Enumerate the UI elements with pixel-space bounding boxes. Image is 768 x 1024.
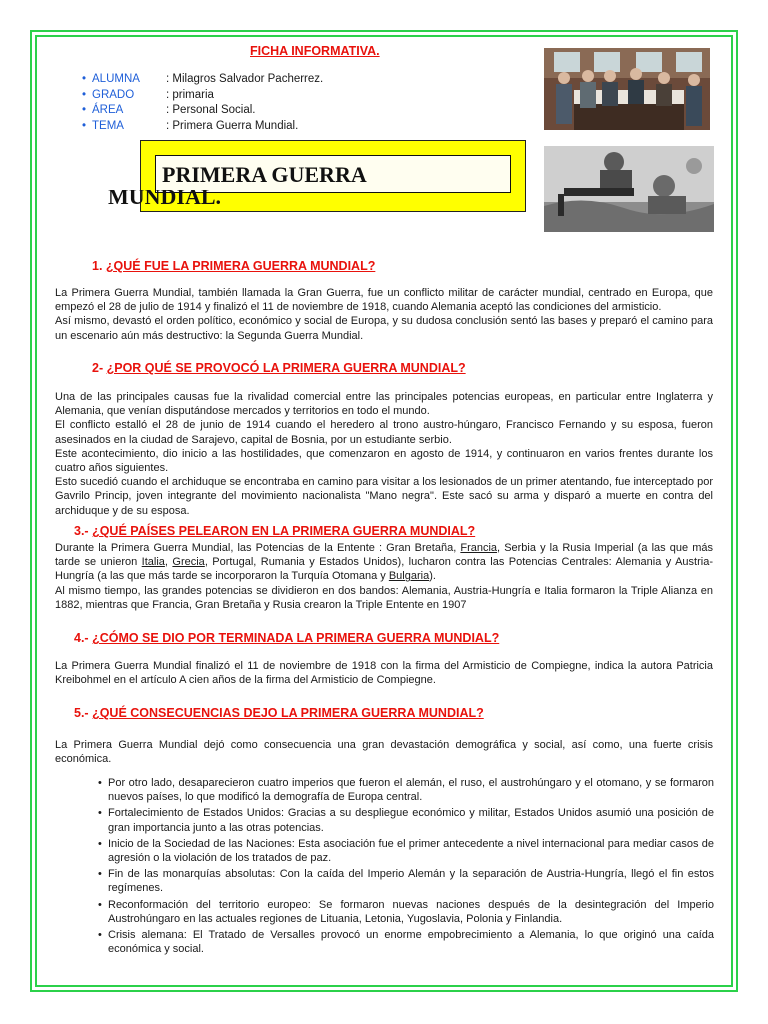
section-5-body: La Primera Guerra Mundial dejó como consecuencia una gran devastación demográfica y social, así como, una fuerte crisis económica. [55,739,713,766]
info-list [82,72,323,134]
info-row-area: • ÁREA : Personal Social. [82,104,256,116]
info-row-alumna: • ALUMNA : Milagros Salvador Pacherrez. [82,73,324,85]
section-5-heading: 5.- ¿QUÉ CONSECUENCIAS DEJO LA PRIMERA GUERRA MUNDIAL? [74,706,484,720]
armistice-photo [544,48,710,130]
soldiers-photo [544,146,714,232]
section-3-body: Durante la Primera Guerra Mundial, las Potencias de la Entente : Gran Bretaña, Francia, Serbia y la Rusia Imperial (a las que más tarde se unieron Italia, Grecia, Portugal, Rumania y Estados Unidos), lucharon contra las Potencias Centrales: Alemania y Austria-Hungría (a las que más tarde se incorporaron la Turquía Otomana y Bulgaria). Al mismo tiempo, las grandes potencias se dividieron en dos bandos: Alemania, Austria-Hungría e Italia formaron la Triple Alianza en 1882, mientras que Francia, Gran Bretaña y Rusia crearon la Triple Entente en 1907 [55,542,713,611]
list-item: • Fortalecimiento de Estados Unidos: Gracias a su despliegue económico y militar, Estados Unidos asumió una posición de gran importancia junto a las otras potencias. [98,806,714,834]
banner-overflow-text: MUNDIAL. [108,190,222,209]
list-item: • Reconformación del territorio europeo: Se formaron nuevas naciones después de la desintegración del Imperio Austrohúngaro en las actuales regiones de Lituania, Letonia, Yugoslavia, Polonia y Finlandia. [98,898,714,926]
list-item: • Crisis alemana: El Tratado de Versalles provocó un enorme empobrecimiento a Alemania, lo que originó una caída económica y social. [98,928,714,956]
info-row-tema: • TEMA : Primera Guerra Mundial. [82,119,299,132]
section-1-heading: 1. ¿QUÉ FUE LA PRIMERA GUERRA MUNDIAL? [92,259,376,273]
consequences-list [98,776,714,958]
banner-title: PRIMERA GUERRA [162,162,367,187]
section-4-body: La Primera Guerra Mundial finalizó el 11 de noviembre de 1918 con la firma del Armisticio de Compiegne, indica la autora Patricia Kreibohmel en el artículo A cien años de la firma del Armisticio de Compiegne. [55,660,713,687]
list-item: • Inicio de la Sociedad de las Naciones: Esta asociación fue el primer antecedente a nivel internacional para mediar casos de agresión o la violación de los tratados de paz. [98,837,714,865]
list-item: • Por otro lado, desaparecieron cuatro imperios que fueron el alemán, el ruso, el austrohúngaro y el otomano, y se formaron nuevos países, lo que modificó la demografía de Europa central. [98,776,714,804]
info-row-grado: • GRADO : primaria [82,88,214,101]
section-3-heading: 3.- ¿QUÉ PAÍSES PELEARON EN LA PRIMERA GUERRA MUNDIAL? [74,524,476,538]
section-4-heading: 4.- ¿CÓMO SE DIO POR TERMINADA LA PRIMERA GUERRA MUNDIAL? [74,631,500,645]
document-title: FICHA INFORMATIVA. [250,44,380,58]
section-1-body: La Primera Guerra Mundial, también llamada la Gran Guerra, fue un conflicto militar de carácter mundial, centrado en Europa, que empezó el 28 de julio de 1914 y finalizó el 11 de noviembre de 1918, cuando Alemania aceptó las condiciones del armisticio. Así mismo, devastó el orden político, económico y social de Europa, y su dudosa conclusión sentó las bases y preparó el camino para un escenario aún más destructivo: la Segunda Guerra Mundial. [55,287,713,342]
section-2-heading: 2- ¿POR QUÉ SE PROVOCÓ LA PRIMERA GUERRA MUNDIAL? [92,361,466,375]
section-2-body: Una de las principales causas fue la rivalidad comercial entre las principales potencias europeas, en particular entre Inglaterra y Alemania, que venían disputándose mercados y territorios en todo el mundo. El conflicto estalló el 28 de junio de 1914 cuando el heredero al trono austro-húngaro, Francisco Fernando y su esposa, fueron asesinados en la ciudad de Sarajevo, capital de Bosnia, por un estudiante serbio. Este acontecimiento, dio inicio a las hostilidades, que comenzaron en agosto de 1914, y continuaron en varios frentes durante los cuatro años siguientes. Esto sucedió cuando el archiduque se encontraba en camino para visitar a los lesionados de un primer atentando, fue interceptado por Gavrilo Princip, joven integrante del movimiento nacionalista "Mano negra". Este sacó su arma y disparó a muerte en contra del archiduque y de su esposa. [55,391,713,517]
list-item: • Fin de las monarquías absolutas: Con la caída del Imperio Alemán y la separación de Austria-Hungría, llegó el fin estos regímenes. [98,867,714,895]
title-banner-box [155,155,511,193]
